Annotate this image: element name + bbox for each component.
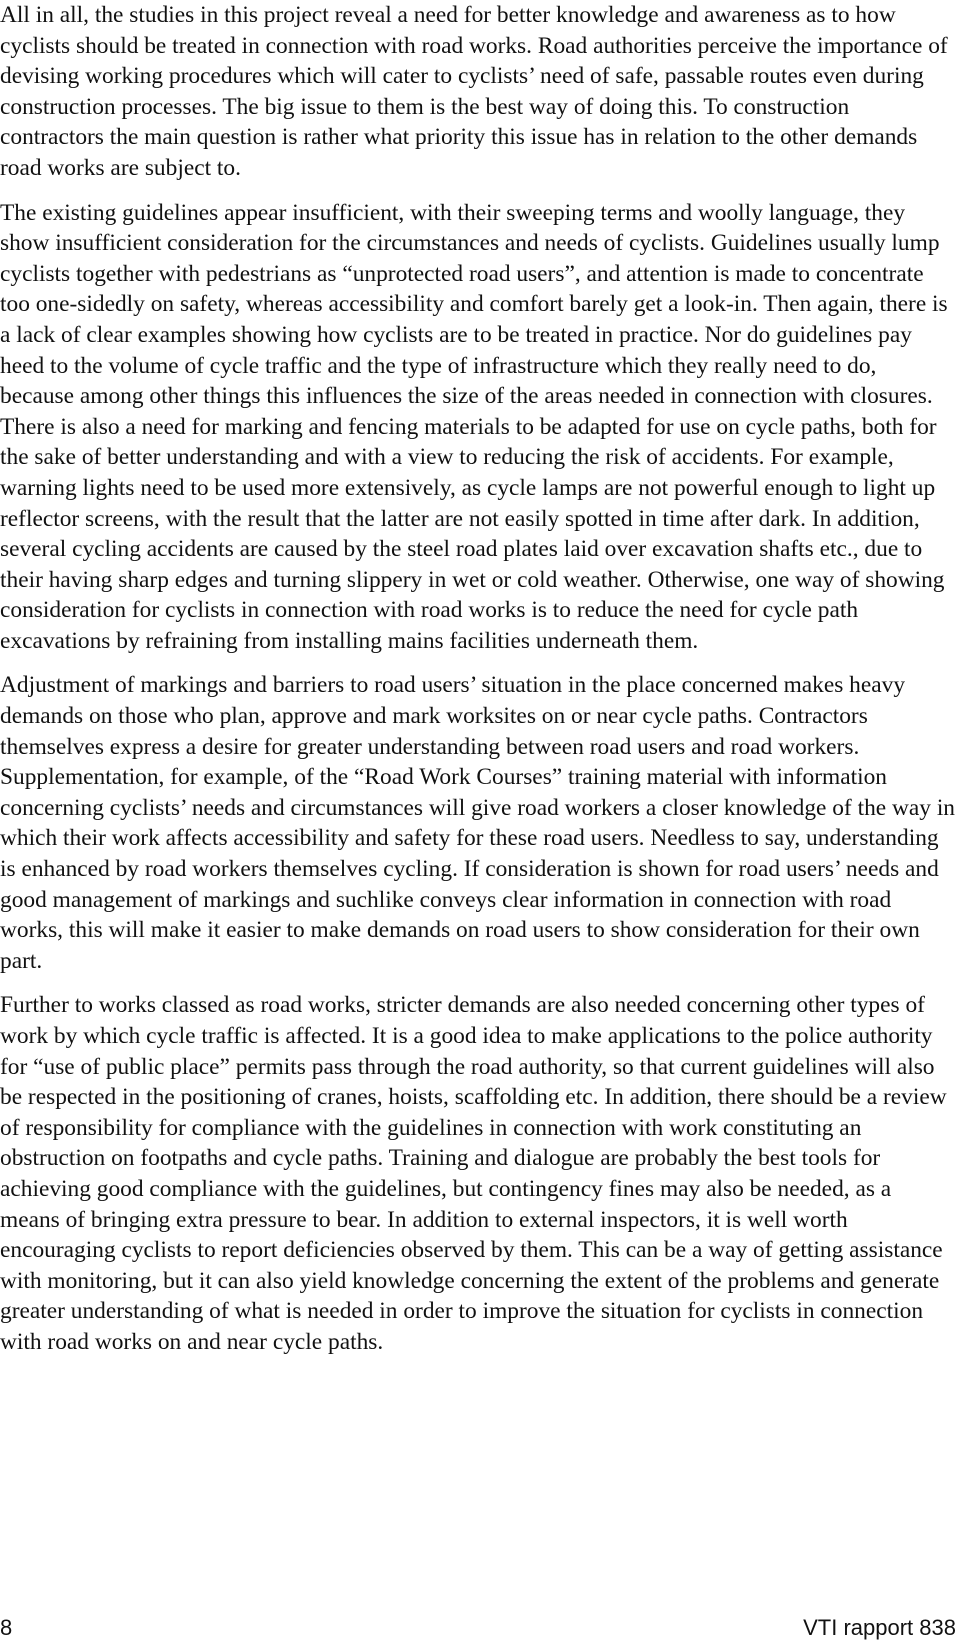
page-number: 8 <box>0 1615 13 1640</box>
paragraph-4: Further to works classed as road works, stricter demands are also needed concerning other types of work by which cycle traffic is affected. It is a good idea to make applications to the police authority for “use of public place” permits pass through the road authority, so that current guidelines will also be respected in the positioning of cranes, hoists, scaffolding etc. In addition, there should be a review of responsibility for compliance with the guidelines in connection with work constituting an obstruction on footpaths and cycle paths. Training and dialogue are probably the best tools for achieving good compliance with the guidelines, but contingency fines may also be needed, as a means of bringing extra pressure to bear. In addition to external inspectors, it is well worth encouraging cyclists to report deficiencies observed by them. This can be a way of getting assistance with monitoring, but it can also yield knowledge concerning the extent of the problems and generate greater understanding of what is needed in order to improve the situation for cyclists in connection with road works on and near cycle paths. <box>0 992 947 1355</box>
page-footer <box>0 1615 956 1641</box>
paragraph-2: The existing guidelines appear insufficient, with their sweeping terms and woolly language, they show insufficient consideration for the circumstances and needs of cyclists. Guidelines usually lump cyclists together with pedestrians as “unprotected road users”, and attention is made to concentrate too one-sidedly on safety, whereas accessibility and comfort barely get a look-in. Then again, there is a lack of clear examples showing how cyclists are to be treated in practice. Nor do guidelines pay heed to the volume of cycle traffic and the type of infrastructure which they really need to do, because among other things this influences the size of the areas needed in connection with closures. There is also a need for marking and fencing materials to be adapted for use on cycle paths, both for the sake of better understanding and with a view to reducing the risk of accidents. For example, warning lights need to be used more extensively, as cycle lamps are not powerful enough to light up reflector screens, with the result that the latter are not easily spotted in time after dark. In addition, several cycling accidents are caused by the steel road plates laid over excavation shafts etc., due to their having sharp edges and turning slippery in wet or cold weather. Otherwise, one way of showing consideration for cyclists in connection with road works is to reduce the need for cycle path excavations by refraining from installing mains facilities underneath them. <box>0 199 948 654</box>
paragraph-1: All in all, the studies in this project reveal a need for better knowledge and awareness as to how cyclists should be treated in connection with road works. Road authorities perceive the importance of devising working procedures which will cater to cyclists’ need of safe, passable routes even during construction processes. The big issue to them is the best way of doing this. To construction contractors the main question is rather what priority this issue has in relation to the other demands road works are subject to. <box>0 2 948 181</box>
report-label: VTI rapport 838 <box>803 1615 956 1640</box>
paragraph-3: Adjustment of markings and barriers to road users’ situation in the place concerned makes heavy demands on those who plan, approve and mark worksites on or near cycle paths. Contractors themselves express a desire for greater understanding between road users and road workers. Supplementation, for example, of the “Road Work Courses” training material with information concerning cyclists’ needs and circumstances will give road workers a closer knowledge of the way in which their work affects accessibility and safety for these road users. Needless to say, understanding is enhanced by road workers themselves cycling. If consideration is shown for road users’ needs and good management of markings and suchlike conveys clear information in connection with road works, this will make it easier to make demands on road users to show consideration for their own part. <box>0 672 956 974</box>
